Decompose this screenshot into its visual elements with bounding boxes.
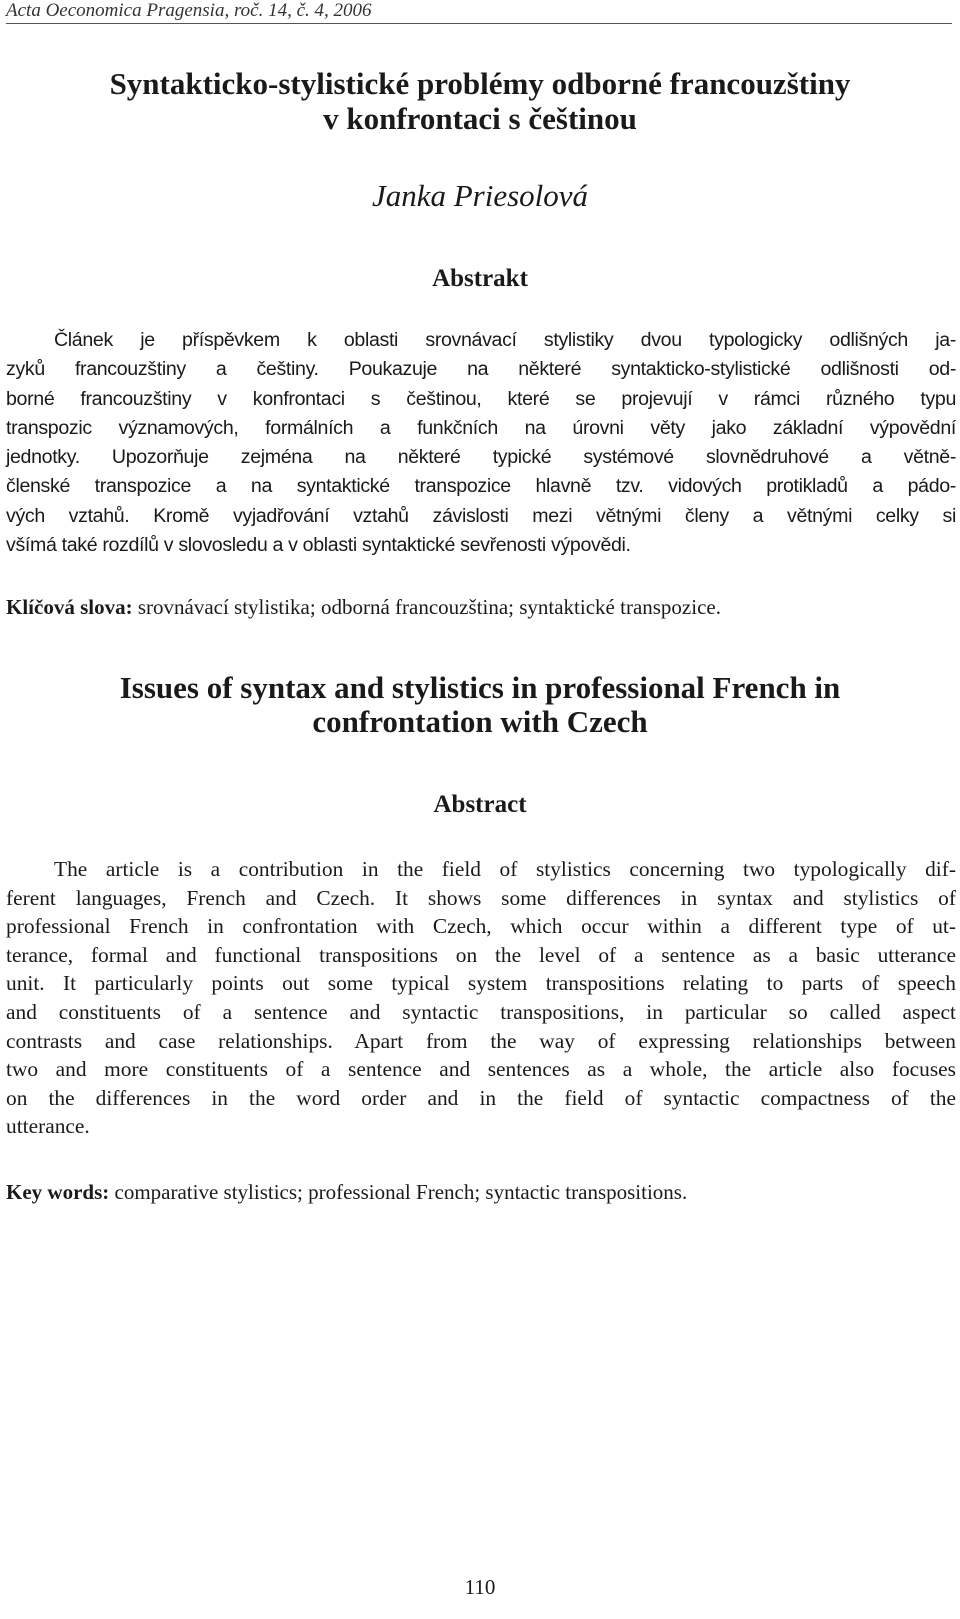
abstract-line: unit. It particularly points out some typical system transpositions relating to parts of speech — [6, 971, 956, 996]
czech-keywords-text: srovnávací stylistika; odborná francouzština; syntaktické transpozice. — [132, 595, 721, 619]
english-abstract — [6, 855, 956, 1141]
czech-title-line: Syntakticko-stylistické problémy odborné francouzštiny — [109, 66, 851, 101]
abstract-line: všímá také rozdílů v slovosledu a v oblasti syntaktické sevřenosti výpovědi. — [6, 534, 631, 557]
english-keywords-text: comparative stylistics; professional French; syntactic transpositions. — [109, 1180, 688, 1204]
english-title-line: Issues of syntax and stylistics in professional French in — [119, 670, 841, 705]
english-abstract-heading: Abstract — [433, 791, 527, 818]
abstract-line: contrasts and case relationships. Apart from the way of expressing relationships between — [6, 1028, 956, 1053]
czech-title-line: v konfrontaci s češtinou — [323, 101, 637, 136]
page-number: 110 — [464, 1575, 496, 1599]
abstract-line: The article is a contribution in the field of stylistics concerning two typologically dif- — [54, 857, 956, 881]
czech-title — [0, 66, 960, 136]
abstract-line: zyků francouzštiny a češtiny. Poukazuje na některé syntakticko-stylistické odlišnosti od- — [6, 358, 956, 381]
abstract-line: ferent languages, French and Czech. It shows some differences in syntax and stylistics of — [6, 885, 956, 910]
english-keywords-label: Key words: — [6, 1180, 110, 1204]
abstract-line: professional French in confrontation with Czech, which occur within a different type of ut- — [6, 914, 956, 939]
abstract-line: two and more constituents of a sentence and sentences as a whole, the article also focuses — [6, 1057, 956, 1082]
abstract-line: borné francouzštiny v konfrontaci s češtinou, které se projevují v rámci různého typu — [6, 387, 956, 410]
abstract-line: vých vztahů. Kromě vyjadřování vztahů závislosti mezi větnými členy a větnými celky si — [6, 504, 956, 527]
english-keywords — [6, 1178, 956, 1206]
czech-abstract — [6, 326, 956, 560]
author-name: Janka Priesolová — [371, 178, 589, 213]
czech-keywords-label: Klíčová slova: — [6, 595, 133, 619]
abstract-line: členské transpozice a na syntaktické transpozice hlavně tzv. vidových protikladů a pádo- — [6, 475, 956, 498]
abstract-line: and constituents of a sentence and syntactic transpositions, in particular so called aspect — [6, 999, 956, 1024]
abstract-line: jednotky. Upozorňuje zejména na některé typické systémové slovnědruhové a větně- — [6, 446, 956, 469]
abstract-line: on the differences in the word order and in the field of syntactic compactness of the — [6, 1085, 956, 1110]
abstract-line: terance, formal and functional transpositions on the level of a sentence as a basic utterance — [6, 942, 956, 967]
abstract-line: utterance. — [6, 1114, 90, 1139]
abstract-line: Článek je příspěvkem k oblasti srovnávací stylistiky dvou typologicky odlišných ja- — [54, 329, 956, 351]
running-head: Acta Oeconomica Pragensia, roč. 14, č. 4, 2006 — [6, 0, 952, 24]
czech-keywords — [6, 593, 956, 621]
czech-abstract-heading: Abstrakt — [432, 265, 528, 292]
english-title-line: confrontation with Czech — [312, 704, 648, 739]
english-title — [0, 671, 960, 739]
abstract-line: transpozic významových, formálních a funkčních na úrovni věty jako základní výpovědní — [6, 416, 956, 439]
